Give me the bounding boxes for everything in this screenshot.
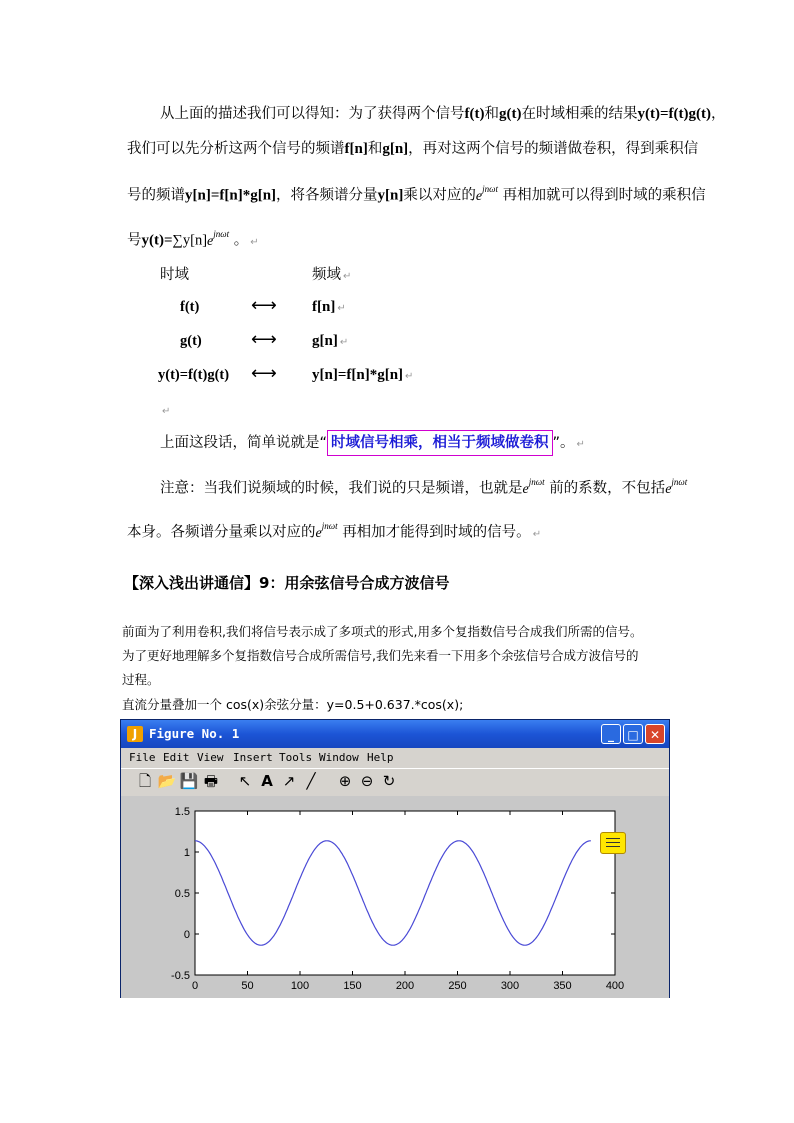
menu-file[interactable]: File	[129, 751, 156, 764]
para3-line1: 注意：当我们说频域的时候，我们说的只是频谱，也就是$e^{jn\omega t}$ 前的系数，不包括$e^{jn\omega t}$	[160, 477, 688, 497]
y-tick-label: 1.5	[174, 806, 190, 818]
maximize-button[interactable]: □	[623, 724, 643, 744]
plot-background	[195, 811, 615, 975]
menu-tools[interactable]: Tools	[279, 751, 313, 764]
open-folder-icon[interactable]: 📂	[157, 772, 177, 790]
close-button[interactable]: ✕	[645, 724, 665, 744]
blank-line-mark: ↵	[162, 406, 171, 417]
x-tick-label: 50	[241, 980, 254, 992]
rotate-icon[interactable]: ↻	[382, 772, 396, 790]
menu-insert[interactable]: Insert	[233, 751, 273, 764]
zoom-in-icon[interactable]: ⊕	[338, 772, 352, 790]
x-tick-label: 300	[500, 980, 520, 992]
x-tick-label: 100	[290, 980, 310, 992]
y-tick-label: 0	[183, 929, 190, 941]
table-row-1-freq: f[n] ↵	[312, 299, 346, 315]
menu-view[interactable]: View	[197, 751, 224, 764]
menu-edit[interactable]: Edit	[163, 751, 190, 764]
y-tick-label: 1	[183, 847, 190, 859]
table-row-3-time: y(t)=f(t)g(t)	[158, 367, 230, 383]
exp-term: $e^{jn\omega t}$	[475, 184, 498, 204]
plot-area	[121, 796, 669, 998]
para1-line4: 号$y(t)=\sum y[n]e^{jn\omega t}$ 。 ↵	[127, 229, 259, 249]
body-line-1: 前面为了利用卷积,我们将信号表示成了多项式的形式,用多个复指数信号合成我们所需的信号。	[122, 624, 643, 639]
menu-window[interactable]: Window	[319, 751, 359, 764]
table-row-2-time: g(t)	[180, 333, 202, 349]
table-row-3-freq: y[n]=f[n]*g[n] ↵	[312, 367, 414, 383]
table-row-1-arrow: ⟷	[251, 295, 277, 316]
menu-help[interactable]: Help	[367, 751, 394, 764]
table-header-time: 时域	[160, 267, 189, 283]
table-row-1-time: f(t)	[180, 299, 200, 315]
highlight-box: 时域信号相乘，相当于频域做卷积	[327, 430, 553, 456]
para1-line1: 从上面的描述我们可以得知：为了获得两个信号f(t)和g(t)在时域相乘的结果y(t)=f(t)g(t)，	[160, 106, 726, 122]
body-line-3: 过程。	[122, 672, 160, 687]
minimize-button[interactable]: _	[601, 724, 621, 744]
para1-line2: 我们可以先分析这两个信号的频谱f[n]和g[n]，再对这两个信号的频谱做卷积，得到乘积信	[127, 141, 699, 157]
x-tick-label: 350	[553, 980, 572, 992]
exp-term: $e^{jn\omega t}$	[315, 521, 338, 541]
body-line-4: 直流分量叠加一个 cos(x)余弦分量：y=0.5+0.637.*cos(x);	[122, 697, 464, 712]
arrow-tool-icon[interactable]: ↗	[282, 772, 296, 790]
x-tick-label: 400	[605, 980, 625, 992]
figure-title: Figure No. 1	[149, 726, 240, 741]
exp-term: $e^{jn\omega t}$	[207, 229, 230, 249]
toolbar	[121, 768, 669, 795]
x-tick-label: 200	[395, 980, 415, 992]
table-header-freq: 频域 ↵	[312, 267, 352, 283]
y-tick-label: -0.5	[171, 970, 190, 982]
para2: 上面这段话，简单说就是“ 时域信号相乘，相当于频域做卷积 ”。 ↵	[160, 430, 585, 456]
line-tool-icon[interactable]: ╱	[306, 772, 316, 790]
new-file-icon[interactable]: 🗋	[138, 772, 152, 790]
menu-bar	[121, 748, 669, 768]
select-arrow-icon[interactable]: ↖	[238, 772, 252, 790]
x-tick-label: 150	[343, 980, 362, 992]
note-icon[interactable]	[600, 832, 626, 854]
zoom-out-icon[interactable]: ⊖	[360, 772, 374, 790]
save-icon[interactable]: 💾	[179, 772, 199, 790]
y-tick-label: 0.5	[174, 888, 190, 900]
section-heading: 【深入浅出讲通信】9：用余弦信号合成方波信号	[124, 574, 450, 592]
table-row-3-arrow: ⟷	[251, 363, 277, 384]
para3-line2: 本身。各频谱分量乘以对应的$e^{jn\omega t}$ 再相加才能得到时域的信号。 ↵	[127, 521, 542, 541]
exp-term: $e^{jn\omega t}$	[665, 477, 688, 497]
exp-term: $e^{jn\omega t}$	[522, 477, 545, 497]
body-line-2: 为了更好地理解多个复指数信号合成所需信号,我们先来看一下用多个余弦信号合成方波信号的	[122, 648, 639, 663]
line-chart	[121, 796, 669, 998]
x-tick-label: 0	[191, 980, 199, 992]
para1-line3: 号的频谱y[n]=f[n]*g[n]，将各频谱分量y[n]乘以对应的$e^{jn\omega t}$ 再相加就可以得到时域的乘积信	[127, 184, 706, 204]
matlab-icon: J	[127, 726, 143, 742]
table-row-2-arrow: ⟷	[251, 329, 277, 350]
figure-window	[120, 719, 670, 998]
print-icon[interactable]: 🖶	[203, 772, 219, 790]
x-tick-label: 250	[448, 980, 467, 992]
figure-titlebar[interactable]	[121, 720, 669, 748]
table-row-2-freq: g[n] ↵	[312, 333, 349, 349]
text-tool-icon[interactable]: A	[261, 772, 273, 790]
